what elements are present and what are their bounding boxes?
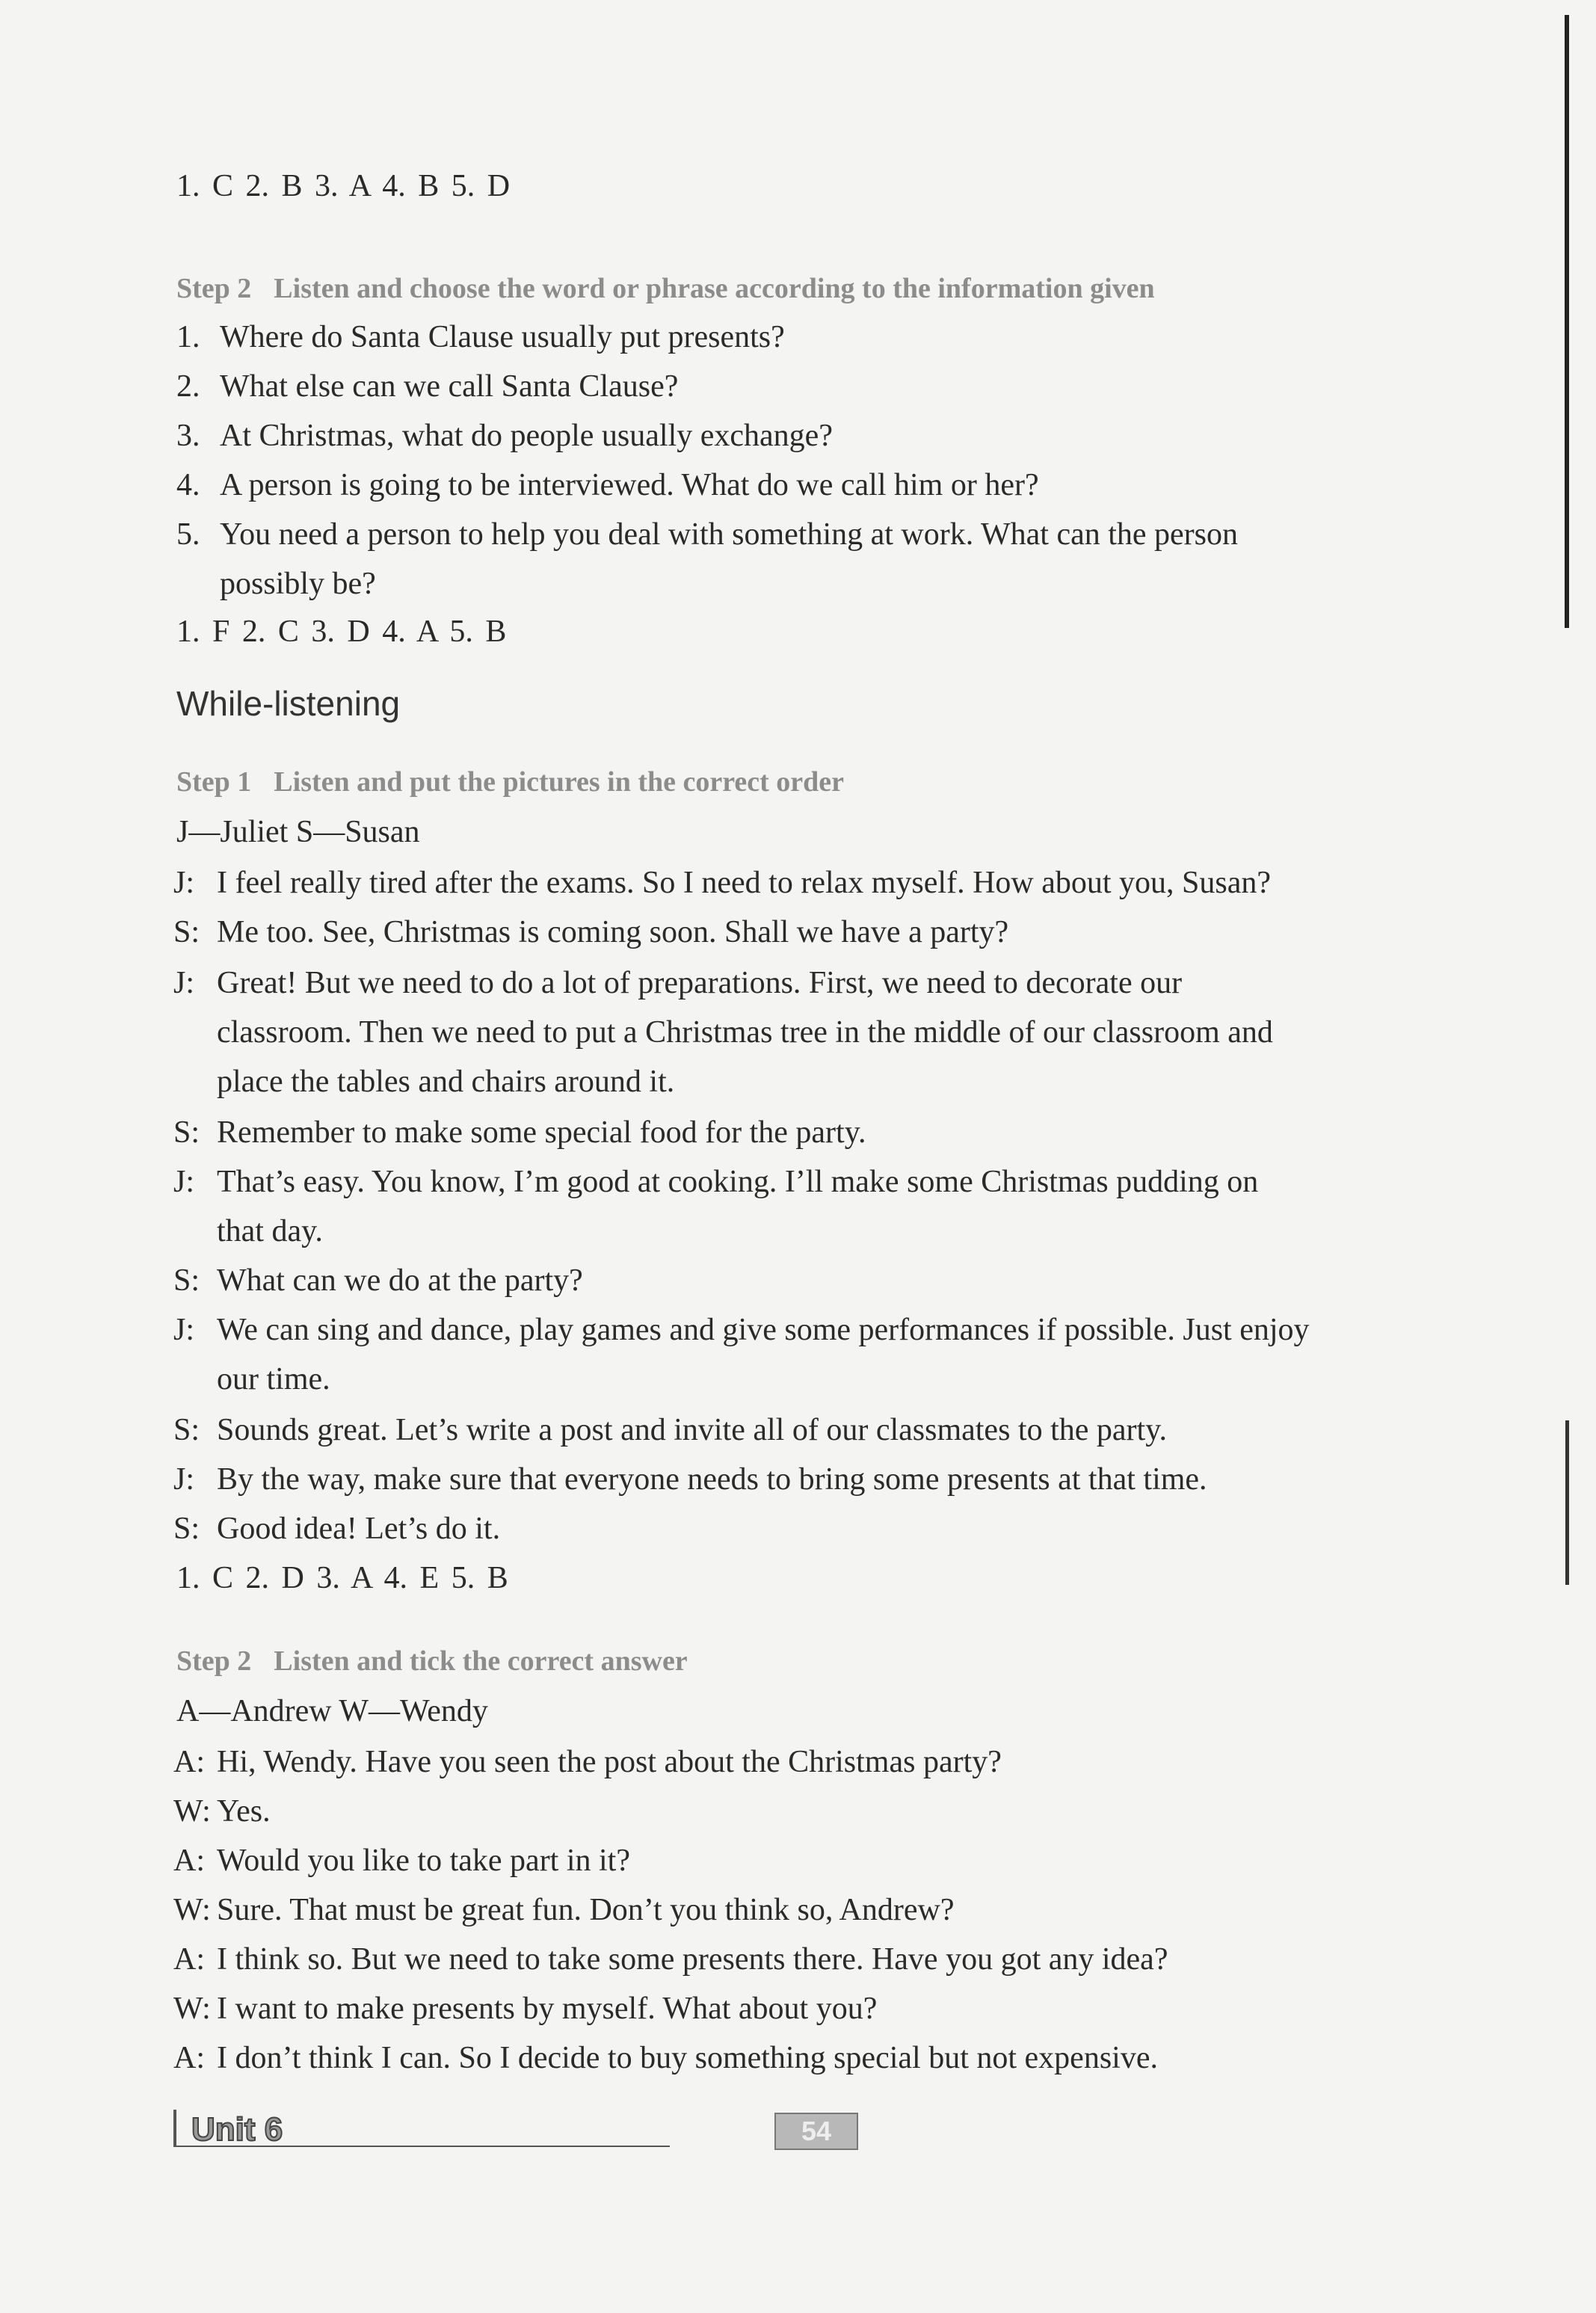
speaker-label: J: (173, 1462, 195, 1497)
dialogue-line (173, 1504, 1489, 1553)
speaker-label: S: (173, 1413, 200, 1447)
step-heading (176, 766, 844, 798)
unit-label: Unit 6 (191, 2111, 283, 2148)
dialogue-text: What can we do at the party? (217, 1263, 583, 1298)
page-number-box (774, 2113, 858, 2150)
question-item (176, 461, 1485, 510)
question-item (176, 411, 1485, 461)
dialogue-text-continued: classroom. Then we need to put a Christmas tree in the middle of our classroom and (217, 1015, 1273, 1050)
question-item (176, 362, 1485, 411)
unit-footer (173, 2110, 670, 2147)
question-text: A person is going to be interviewed. What do we call him or her? (220, 468, 1039, 502)
answer-key-3: 1. C 2. D 3. A 4. E 5. B (176, 1561, 508, 1595)
step-title: Listen and put the pictures in the correct order (274, 766, 845, 798)
dialogue-text: Sounds great. Let’s write a post and invite all of our classmates to the party. (217, 1413, 1167, 1447)
dialogue-text: Great! But we need to do a lot of preparations. First, we need to decorate our (217, 966, 1183, 1000)
speaker-label: S: (173, 915, 200, 949)
dialogue-line (173, 1935, 1489, 1984)
speaker-label: J: (173, 1313, 195, 1347)
answer-key-1: 1. C 2. B 3. A 4. B 5. D (176, 169, 511, 203)
speaker-legend: A—Andrew W—Wendy (176, 1694, 488, 1728)
step-number: Step 2 (176, 1645, 252, 1677)
dialogue-text: That’s easy. You know, I’m good at cooking. I’ll make some Christmas pudding on (217, 1165, 1259, 1199)
speaker-label: W: (173, 1992, 211, 2026)
question-text: You need a person to help you deal with something at work. What can the person (220, 517, 1239, 552)
dialogue-text: I don’t think I can. So I decide to buy something special but not expensive. (217, 2041, 1158, 2075)
dialogue-line (173, 1108, 1489, 1157)
question-item (176, 510, 1485, 609)
speaker-label: W: (173, 1794, 211, 1829)
dialogue-text-continued: our time. (217, 1362, 330, 1396)
dialogue-text: Sure. That must be great fun. Don’t you think so, Andrew? (217, 1893, 955, 1927)
question-text: At Christmas, what do people usually exchange? (220, 419, 833, 453)
speaker-label: A: (173, 1942, 205, 1977)
dialogue-text: I want to make presents by myself. What about you? (217, 1992, 878, 2026)
page-number: 54 (801, 2116, 832, 2146)
binding-edge-lower (1565, 1420, 1569, 1585)
question-text: What else can we call Santa Clause? (220, 369, 679, 404)
dialogue-line (173, 1737, 1489, 1787)
dialogue-line (173, 2033, 1489, 2083)
question-number: 2. (176, 369, 200, 404)
dialogue-text: I think so. But we need to take some presents there. Have you got any idea? (217, 1942, 1168, 1977)
dialogue-line (173, 1405, 1489, 1455)
question-number: 1. (176, 320, 200, 354)
speaker-label: S: (173, 1263, 200, 1298)
dialogue-line (173, 908, 1489, 957)
answer-key-2: 1. F 2. C 3. D 4. A 5. B (176, 615, 507, 649)
step-number: Step 1 (176, 766, 252, 798)
dialogue-text: Hi, Wendy. Have you seen the post about the Christmas party? (217, 1745, 1002, 1779)
dialogue-line (173, 858, 1489, 908)
dialogue-text: We can sing and dance, play games and give some performances if possible. Just enjoy (217, 1313, 1310, 1347)
step-title: Listen and choose the word or phrase according to the information given (274, 273, 1155, 304)
dialogue-line (173, 958, 1489, 1106)
dialogue-line (173, 1787, 1489, 1836)
dialogue-text-continued: place the tables and chairs around it. (217, 1065, 675, 1099)
question-text-continued: possibly be? (220, 567, 376, 601)
dialogue-line (173, 1885, 1489, 1935)
dialogue-line (173, 1256, 1489, 1305)
binding-edge (1565, 15, 1569, 628)
question-number: 3. (176, 419, 200, 453)
speaker-label: S: (173, 1512, 200, 1546)
dialogue-line (173, 1305, 1489, 1404)
speaker-label: J: (173, 866, 195, 900)
dialogue-line (173, 1157, 1489, 1256)
question-number: 5. (176, 517, 200, 552)
question-item (176, 312, 1485, 362)
step-heading (176, 1645, 688, 1678)
dialogue-line (173, 1984, 1489, 2033)
speaker-label: A: (173, 1745, 205, 1779)
dialogue-text-continued: that day. (217, 1214, 323, 1248)
dialogue-text: By the way, make sure that everyone needs to bring some presents at that time. (217, 1462, 1207, 1497)
dialogue-text: Me too. See, Christmas is coming soon. Shall we have a party? (217, 915, 1009, 949)
section-heading: While-listening (176, 684, 401, 723)
dialogue-text: Yes. (217, 1794, 271, 1829)
question-number: 4. (176, 468, 200, 502)
dialogue-text: Good idea! Let’s do it. (217, 1512, 501, 1546)
speaker-label: A: (173, 2041, 205, 2075)
dialogue-line (173, 1836, 1489, 1885)
speaker-label: J: (173, 1165, 195, 1199)
question-text: Where do Santa Clause usually put presents? (220, 320, 785, 354)
step-number: Step 2 (176, 273, 252, 304)
dialogue-text: Would you like to take part in it? (217, 1844, 630, 1878)
dialogue-text: Remember to make some special food for the party. (217, 1115, 866, 1150)
speaker-label: S: (173, 1115, 200, 1150)
step-title: Listen and tick the correct answer (274, 1645, 688, 1677)
dialogue-line (173, 1455, 1489, 1504)
step-heading (176, 272, 1155, 305)
speaker-legend: J—Juliet S—Susan (176, 815, 420, 849)
speaker-label: A: (173, 1844, 205, 1878)
speaker-label: J: (173, 966, 195, 1000)
dialogue-text: I feel really tired after the exams. So I need to relax myself. How about you, Susan? (217, 866, 1272, 900)
speaker-label: W: (173, 1893, 211, 1927)
